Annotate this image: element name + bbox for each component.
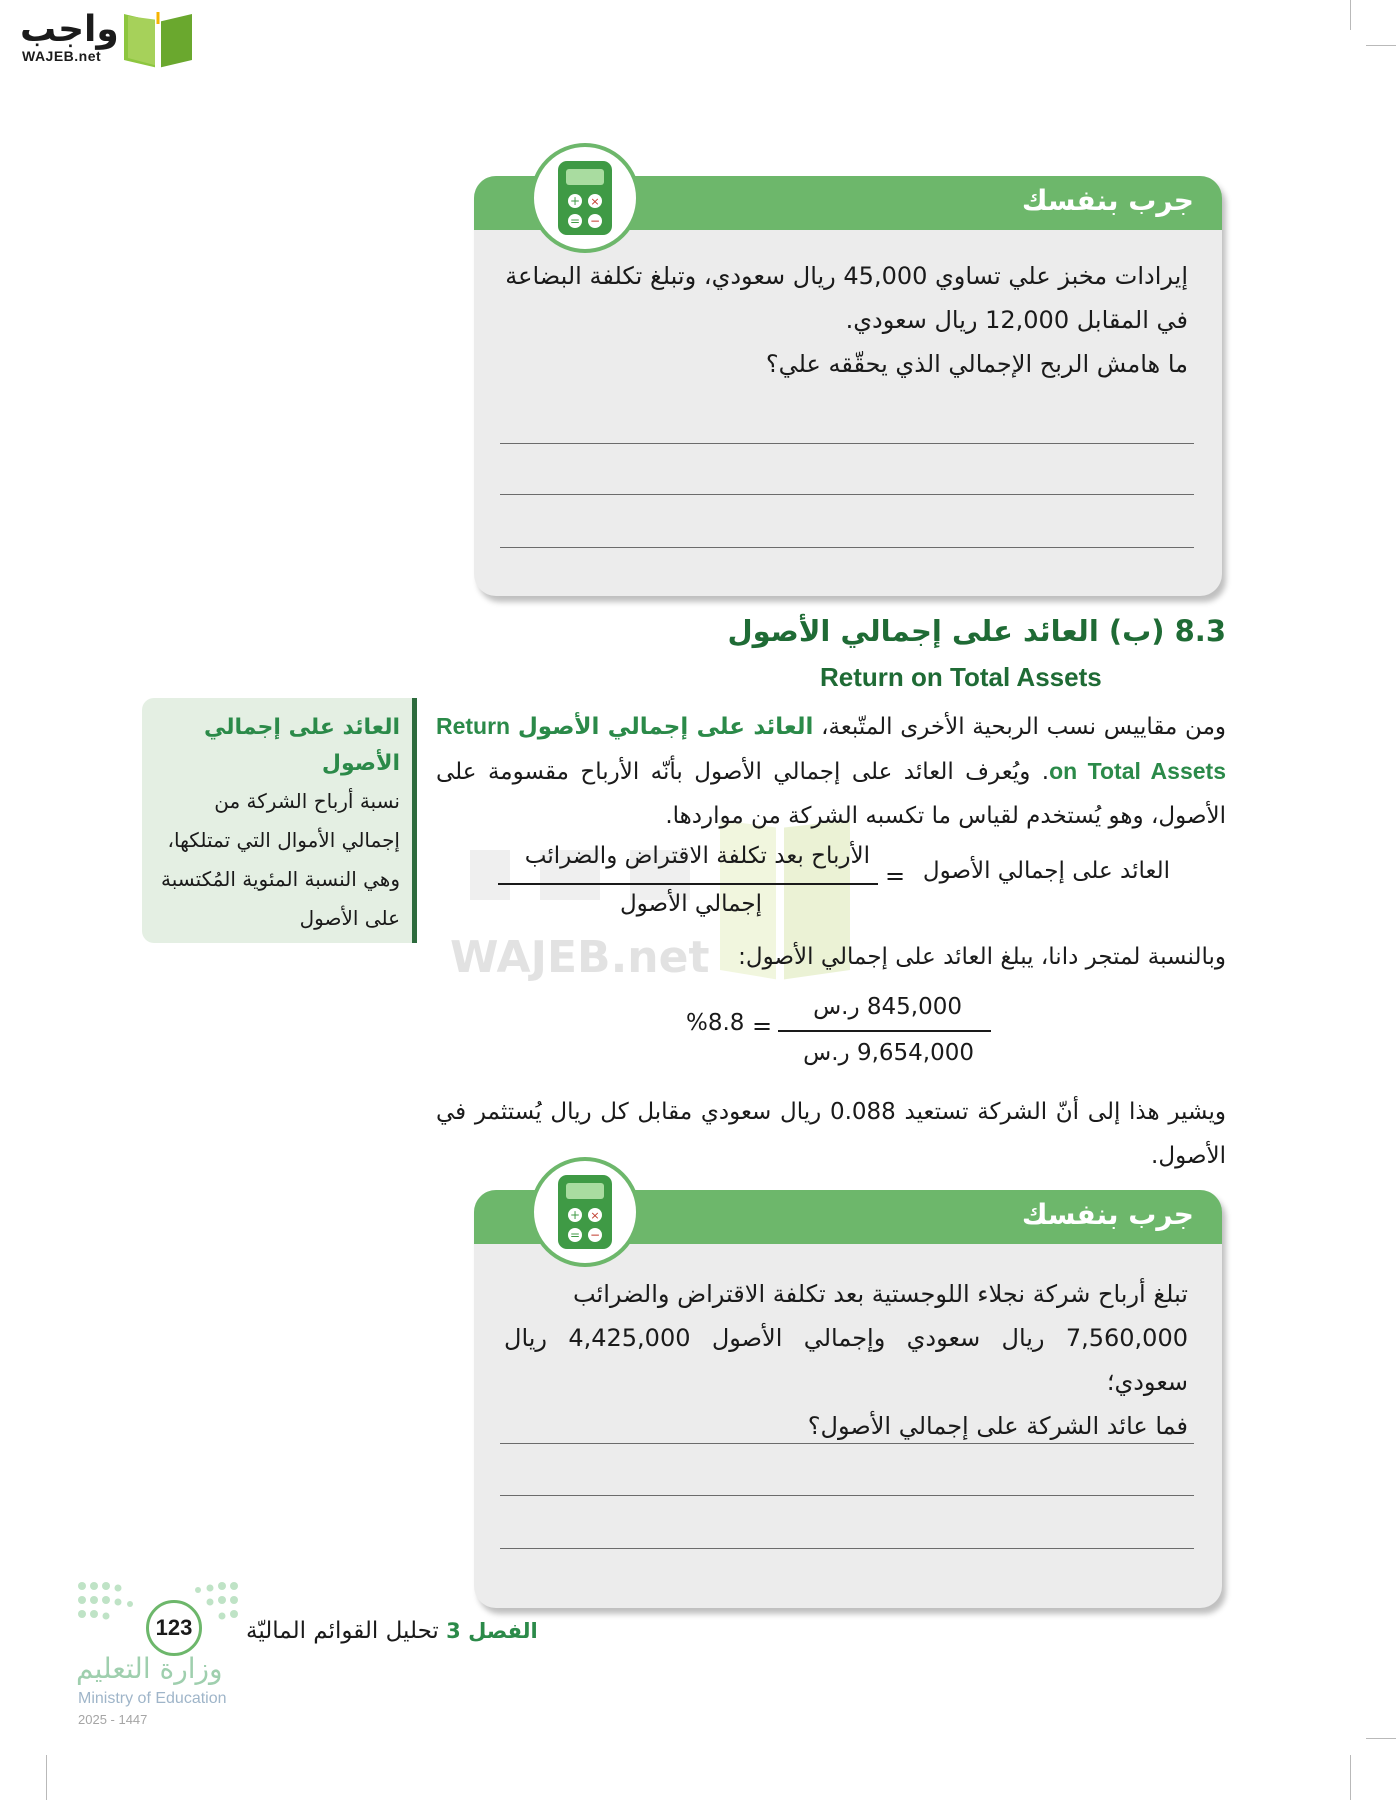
section-number: 8.3 <box>1174 614 1226 648</box>
paragraph-definition <box>436 704 1226 838</box>
formula-denominator: إجمالي الأصول <box>619 891 762 917</box>
answer-line[interactable] <box>500 1443 1194 1444</box>
fraction-line <box>498 883 878 885</box>
crop-mark <box>1366 45 1396 46</box>
svg-text:−: − <box>589 1228 601 1242</box>
try-box-title: جرب بنفسك <box>1021 1198 1194 1231</box>
side-note-bar <box>412 698 417 943</box>
chapter-footer <box>246 1618 538 1644</box>
example-numerator: 845,000 ر.س <box>813 994 962 1020</box>
question-line: في المقابل 12,000 ريال سعودي. <box>845 306 1188 334</box>
crop-mark <box>46 1755 47 1800</box>
term-arabic: العائد على إجمالي الأصول <box>517 714 814 740</box>
svg-text:+: + <box>569 1208 581 1222</box>
answer-line[interactable] <box>500 494 1194 495</box>
fraction-line <box>778 1030 991 1032</box>
paragraph-text: . ويُعرف العائد على إجمالي الأصول بأنّه الأرباح مقسومة على الأصول، وهو يُستخدم لقياس ما تكسبه الشركة من مواردها. <box>436 759 1226 829</box>
crop-mark <box>1350 0 1351 30</box>
chapter-label: الفصل 3 <box>446 1619 538 1643</box>
calculator-icon <box>530 1157 640 1267</box>
example-intro: وبالنسبة لمتجر دانا، يبلغ العائد على إجمالي الأصول: <box>738 944 1226 970</box>
svg-text:=: = <box>569 214 581 228</box>
formula-lhs: العائد على إجمالي الأصول <box>922 858 1170 884</box>
glossary-term: العائد على إجمالي الأصول <box>204 715 400 776</box>
page-number: 123 <box>146 1600 202 1656</box>
calculator-icon <box>530 143 640 253</box>
try-box-question <box>504 254 1188 386</box>
formula-numerator: الأرباح بعد تكلفة الاقتراض والضرائب <box>524 843 870 869</box>
formula-equals: = <box>885 862 906 890</box>
try-box-question <box>504 1272 1188 1448</box>
ministry-year: 2025 - 1447 <box>78 1712 148 1727</box>
svg-text:=: = <box>569 1228 581 1242</box>
question-line: 7,560,000 ريال سعودي وإجمالي الأصول 4,425,000 ريال سعودي؛ <box>504 1324 1188 1396</box>
term-english: Return on Total Assets <box>436 713 1226 784</box>
answer-line[interactable] <box>500 1548 1194 1549</box>
answer-line[interactable] <box>500 443 1194 444</box>
ministry-name-ar: وزارة التعليم <box>76 1652 223 1685</box>
question-line: تبلغ أرباح شركة نجلاء اللوجستية بعد تكلفة الاقتراض والضرائب <box>572 1280 1188 1308</box>
question-line: إيرادات مخبز علي تساوي 45,000 ريال سعودي، وتبلغ تكلفة البضاعة <box>505 262 1188 290</box>
answer-line[interactable] <box>500 547 1194 548</box>
glossary-definition: نسبة أرباح الشركة من إجمالي الأموال التي تمتلكها، وهي النسبة المئوية المُكتسبة على الأصول <box>161 789 400 930</box>
example-result: %8.8 <box>686 1010 745 1036</box>
svg-text:×: × <box>590 1209 600 1222</box>
section-title-ar: (ب) العائد على إجمالي الأصول <box>727 614 1165 648</box>
section-title-en: Return on Total Assets <box>820 662 1102 692</box>
section-title <box>727 614 1226 648</box>
example-denominator: 9,654,000 ر.س <box>803 1040 974 1066</box>
book-icon <box>118 10 198 70</box>
chapter-title: تحليل القوائم الماليّة <box>246 1618 439 1644</box>
logo-english: WAJEB.net <box>22 48 102 64</box>
crop-mark <box>1366 1738 1396 1739</box>
svg-text:−: − <box>589 214 601 228</box>
question-line: ما هامش الربح الإجمالي الذي يحقّقه علي؟ <box>765 350 1188 378</box>
svg-text:WAJEB.net: WAJEB.net <box>450 932 710 983</box>
ministry-name-en: Ministry of Education <box>78 1690 227 1707</box>
wajeb-logo <box>10 6 190 68</box>
example-equals: = <box>752 1012 773 1040</box>
paragraph-interpretation: ويشير هذا إلى أنّ الشركة تستعيد 0.088 ريال سعودي مقابل كل ريال يُستثمر في الأصول. <box>436 1099 1226 1169</box>
logo-arabic: واجب <box>20 9 119 50</box>
answer-line[interactable] <box>500 1495 1194 1496</box>
svg-text:+: + <box>569 194 581 208</box>
try-box-title: جرب بنفسك <box>1021 184 1194 217</box>
paragraph-text: ومن مقاييس نسب الربحية الأخرى المتّبعة، <box>813 714 1226 740</box>
svg-text:×: × <box>590 195 600 208</box>
question-line: فما عائد الشركة على إجمالي الأصول؟ <box>807 1412 1188 1440</box>
crop-mark <box>1350 1755 1351 1800</box>
glossary-side-note <box>142 698 412 943</box>
